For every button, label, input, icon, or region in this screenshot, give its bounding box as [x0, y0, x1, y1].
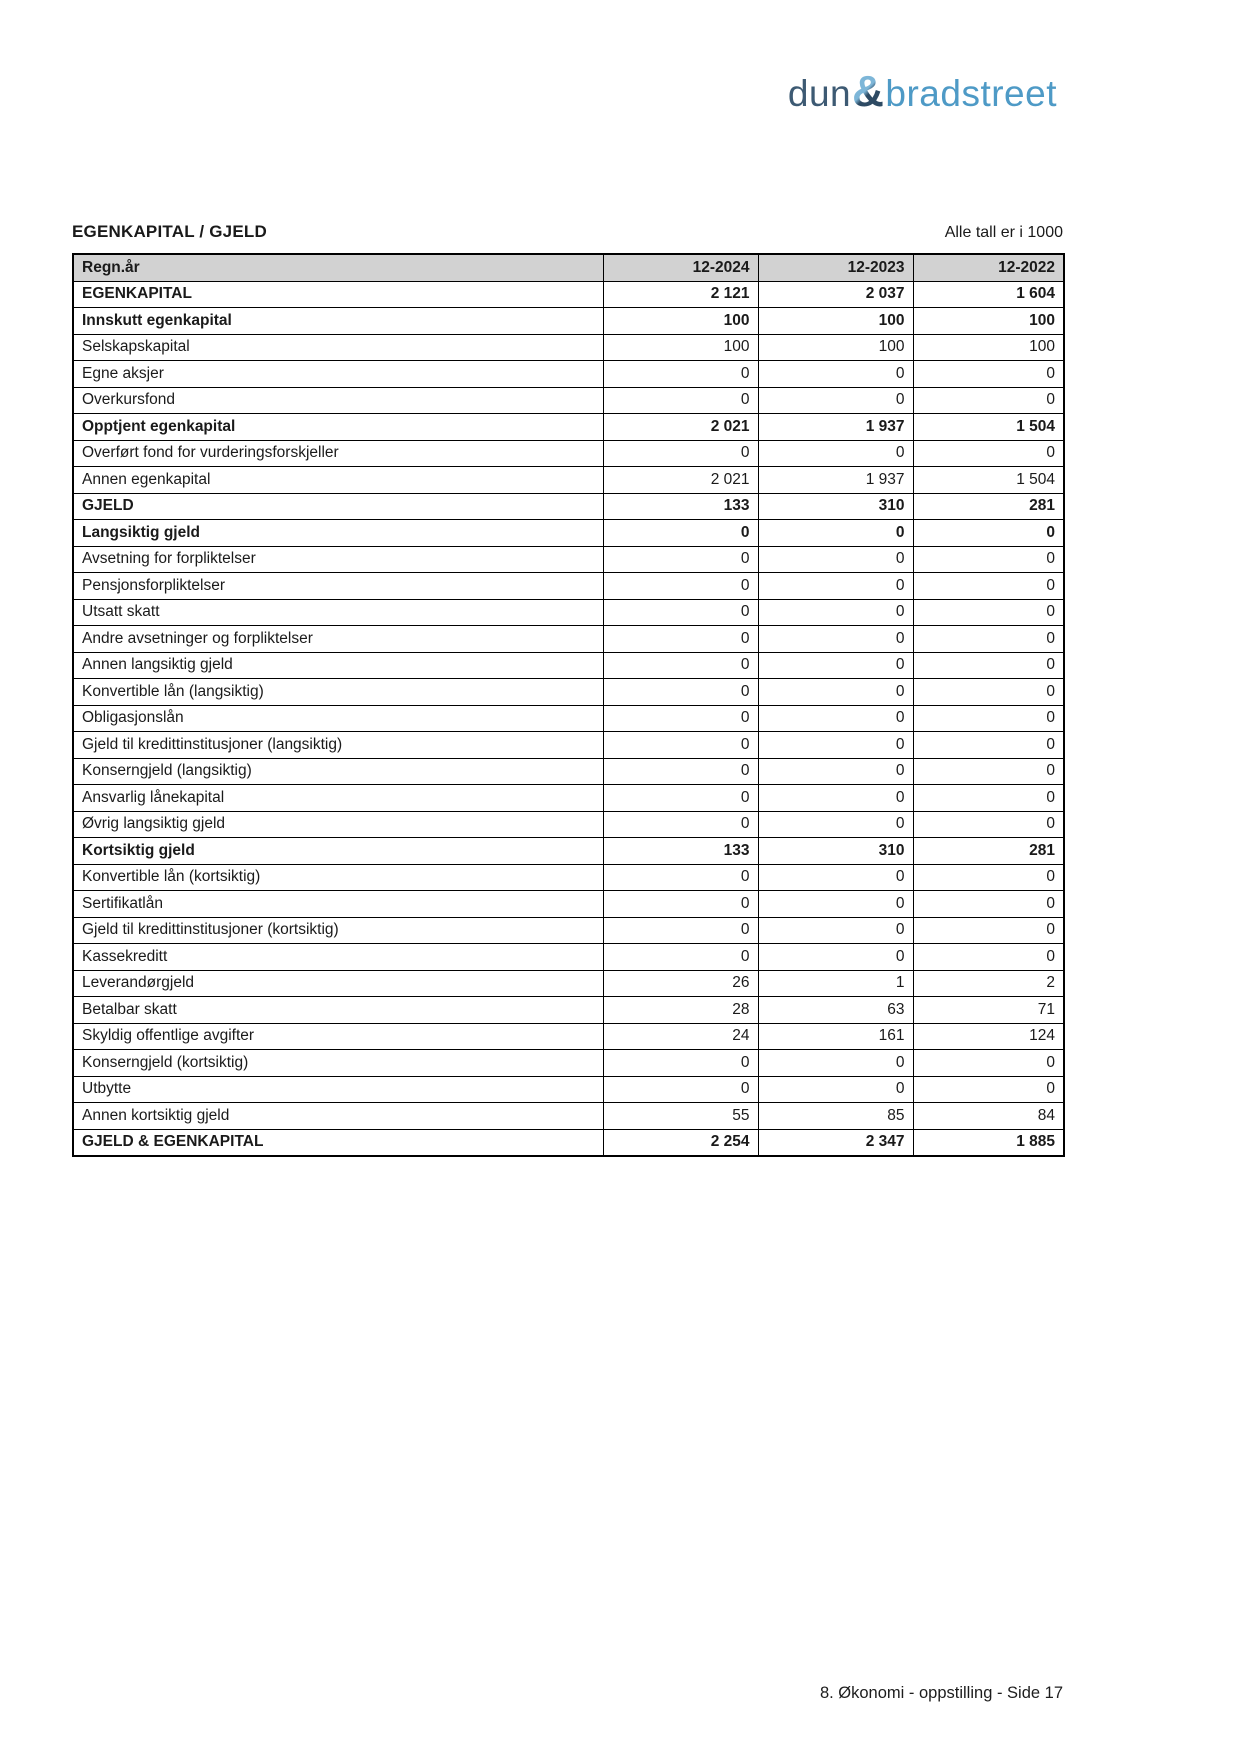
column-header-12-2022: 12-2022: [913, 254, 1064, 281]
value-cell: 0: [758, 573, 913, 600]
footer-page-info: 8. Økonomi - oppstilling - Side 17: [819, 1684, 1063, 1702]
value-cell: 0: [603, 546, 758, 573]
page-title: EGENKAPITAL / GJELD: [72, 222, 267, 241]
value-cell: 0: [758, 1076, 913, 1103]
value-cell: 0: [913, 1050, 1064, 1077]
value-cell: 0: [603, 652, 758, 679]
row-label: Kassekreditt: [73, 944, 603, 971]
value-cell: 0: [758, 599, 913, 626]
value-cell: 0: [913, 917, 1064, 944]
table-row: [73, 573, 1064, 600]
row-label: Innskutt egenkapital: [73, 308, 603, 335]
table-row: [73, 838, 1064, 865]
value-cell: 0: [758, 732, 913, 759]
table-header-row: [73, 254, 1064, 281]
value-cell: 1: [758, 970, 913, 997]
table-row: [73, 599, 1064, 626]
page-footer: [820, 1684, 1063, 1703]
row-label: Annen kortsiktig gjeld: [73, 1103, 603, 1130]
balance-sheet-table: [72, 253, 1065, 1157]
value-cell: 100: [913, 334, 1064, 361]
value-cell: 0: [913, 361, 1064, 388]
value-cell: 0: [758, 361, 913, 388]
value-cell: 28: [603, 997, 758, 1024]
row-label: Gjeld til kredittinstitusjoner (langsiktig): [73, 732, 603, 759]
value-cell: 0: [913, 864, 1064, 891]
value-cell: 100: [603, 334, 758, 361]
value-cell: 0: [603, 573, 758, 600]
value-cell: 1 504: [913, 467, 1064, 494]
table-row: [73, 970, 1064, 997]
value-cell: 0: [758, 652, 913, 679]
value-cell: 0: [758, 785, 913, 812]
value-cell: 26: [603, 970, 758, 997]
table-row: [73, 414, 1064, 441]
value-cell: 0: [758, 626, 913, 653]
row-label: Pensjonsforpliktelser: [73, 573, 603, 600]
row-label: Avsetning for forpliktelser: [73, 546, 603, 573]
value-cell: 0: [603, 811, 758, 838]
value-cell: 63: [758, 997, 913, 1024]
table-row: [73, 917, 1064, 944]
table-row: [73, 758, 1064, 785]
value-cell: 2 121: [603, 281, 758, 308]
value-cell: 0: [913, 626, 1064, 653]
table-row: [73, 1050, 1064, 1077]
value-cell: 0: [913, 891, 1064, 918]
value-cell: 2 347: [758, 1129, 913, 1156]
value-cell: 0: [603, 732, 758, 759]
value-cell: 0: [913, 599, 1064, 626]
table-row: [73, 679, 1064, 706]
logo-text-bradstreet: bradstreet: [885, 73, 1057, 114]
table-row: [73, 361, 1064, 388]
value-cell: 2 254: [603, 1129, 758, 1156]
value-cell: 0: [758, 891, 913, 918]
logo-ampersand-icon: &: [852, 67, 885, 116]
value-cell: 1 885: [913, 1129, 1064, 1156]
value-cell: 0: [758, 944, 913, 971]
value-cell: 124: [913, 1023, 1064, 1050]
value-cell: 133: [603, 493, 758, 520]
row-label: Konserngjeld (langsiktig): [73, 758, 603, 785]
value-cell: 0: [913, 758, 1064, 785]
value-cell: 0: [758, 679, 913, 706]
logo-text-dun: dun: [787, 73, 852, 114]
units-note: Alle tall er i 1000: [944, 224, 1063, 241]
row-label: Overkursfond: [73, 387, 603, 414]
value-cell: 71: [913, 997, 1064, 1024]
column-header-12-2023: 12-2023: [758, 254, 913, 281]
row-label: GJELD: [73, 493, 603, 520]
value-cell: 0: [603, 1050, 758, 1077]
table-row: [73, 281, 1064, 308]
value-cell: 0: [913, 546, 1064, 573]
value-cell: 0: [758, 387, 913, 414]
value-cell: 0: [758, 758, 913, 785]
row-label: Andre avsetninger og forpliktelser: [73, 626, 603, 653]
value-cell: 0: [758, 440, 913, 467]
value-cell: 133: [603, 838, 758, 865]
value-cell: 1 504: [913, 414, 1064, 441]
table-row: [73, 732, 1064, 759]
value-cell: 0: [913, 520, 1064, 547]
value-cell: 0: [603, 785, 758, 812]
table-row: [73, 864, 1064, 891]
year-header-cell: Regn.år: [73, 254, 603, 281]
value-cell: 85: [758, 1103, 913, 1130]
value-cell: 0: [603, 626, 758, 653]
table-row: [73, 997, 1064, 1024]
row-label: Opptjent egenkapital: [73, 414, 603, 441]
value-cell: 0: [603, 440, 758, 467]
row-label: Skyldig offentlige avgifter: [73, 1023, 603, 1050]
row-label: Utsatt skatt: [73, 599, 603, 626]
table-row: [73, 652, 1064, 679]
value-cell: 0: [913, 387, 1064, 414]
value-cell: 0: [913, 440, 1064, 467]
row-label: Annen langsiktig gjeld: [73, 652, 603, 679]
table-row: [73, 1129, 1064, 1156]
table-row: [73, 705, 1064, 732]
row-label: Kortsiktig gjeld: [73, 838, 603, 865]
table-row: [73, 626, 1064, 653]
value-cell: 0: [913, 732, 1064, 759]
value-cell: 0: [913, 944, 1064, 971]
value-cell: 2 021: [603, 467, 758, 494]
value-cell: 310: [758, 838, 913, 865]
value-cell: 55: [603, 1103, 758, 1130]
value-cell: 2 037: [758, 281, 913, 308]
value-cell: 0: [913, 652, 1064, 679]
value-cell: 0: [758, 1050, 913, 1077]
value-cell: 0: [603, 917, 758, 944]
value-cell: 1 937: [758, 414, 913, 441]
value-cell: 84: [913, 1103, 1064, 1130]
table-row: [73, 1103, 1064, 1130]
row-label: Sertifikatlån: [73, 891, 603, 918]
column-header-12-2024: 12-2024: [603, 254, 758, 281]
value-cell: 100: [758, 308, 913, 335]
row-label: Konvertible lån (kortsiktig): [73, 864, 603, 891]
value-cell: 0: [758, 811, 913, 838]
value-cell: 2 021: [603, 414, 758, 441]
row-label: Obligasjonslån: [73, 705, 603, 732]
table-row: [73, 520, 1064, 547]
table-row: [73, 891, 1064, 918]
value-cell: 2: [913, 970, 1064, 997]
table-row: [73, 387, 1064, 414]
value-cell: 0: [758, 917, 913, 944]
row-label: Langsiktig gjeld: [73, 520, 603, 547]
table-row: [73, 308, 1064, 335]
row-label: Betalbar skatt: [73, 997, 603, 1024]
table-row: [73, 811, 1064, 838]
table-row: [73, 1076, 1064, 1103]
row-label: Utbytte: [73, 1076, 603, 1103]
table-title-row: [72, 222, 1063, 242]
dun-bradstreet-logo: [787, 67, 1057, 116]
value-cell: 0: [603, 944, 758, 971]
row-label: Overført fond for vurderingsforskjeller: [73, 440, 603, 467]
value-cell: 0: [913, 811, 1064, 838]
table-row: [73, 467, 1064, 494]
row-label: Selskapskapital: [73, 334, 603, 361]
table-row: [73, 334, 1064, 361]
value-cell: 0: [603, 361, 758, 388]
value-cell: 0: [603, 679, 758, 706]
value-cell: 100: [913, 308, 1064, 335]
table-row: [73, 546, 1064, 573]
value-cell: 0: [603, 758, 758, 785]
value-cell: 0: [603, 864, 758, 891]
value-cell: 0: [603, 705, 758, 732]
value-cell: 0: [603, 520, 758, 547]
row-label: Konserngjeld (kortsiktig): [73, 1050, 603, 1077]
table-row: [73, 493, 1064, 520]
value-cell: 0: [913, 785, 1064, 812]
row-label: Øvrig langsiktig gjeld: [73, 811, 603, 838]
table-row: [73, 1023, 1064, 1050]
value-cell: 100: [603, 308, 758, 335]
value-cell: 0: [913, 1076, 1064, 1103]
value-cell: 0: [603, 599, 758, 626]
value-cell: 0: [913, 679, 1064, 706]
table-row: [73, 944, 1064, 971]
value-cell: 1 937: [758, 467, 913, 494]
value-cell: 161: [758, 1023, 913, 1050]
value-cell: 281: [913, 493, 1064, 520]
value-cell: 0: [758, 546, 913, 573]
value-cell: 0: [758, 520, 913, 547]
row-label: GJELD & EGENKAPITAL: [73, 1129, 603, 1156]
value-cell: 281: [913, 838, 1064, 865]
value-cell: 100: [758, 334, 913, 361]
row-label: Ansvarlig lånekapital: [73, 785, 603, 812]
value-cell: 0: [603, 1076, 758, 1103]
value-cell: 24: [603, 1023, 758, 1050]
value-cell: 310: [758, 493, 913, 520]
value-cell: 0: [913, 573, 1064, 600]
value-cell: 1 604: [913, 281, 1064, 308]
value-cell: 0: [758, 864, 913, 891]
row-label: Konvertible lån (langsiktig): [73, 679, 603, 706]
row-label: Annen egenkapital: [73, 467, 603, 494]
value-cell: 0: [603, 891, 758, 918]
table-row: [73, 440, 1064, 467]
row-label: Gjeld til kredittinstitusjoner (kortsiktig): [73, 917, 603, 944]
value-cell: 0: [603, 387, 758, 414]
value-cell: 0: [758, 705, 913, 732]
table-row: [73, 785, 1064, 812]
row-label: Leverandørgjeld: [73, 970, 603, 997]
row-label: EGENKAPITAL: [73, 281, 603, 308]
row-label: Egne aksjer: [73, 361, 603, 388]
value-cell: 0: [913, 705, 1064, 732]
